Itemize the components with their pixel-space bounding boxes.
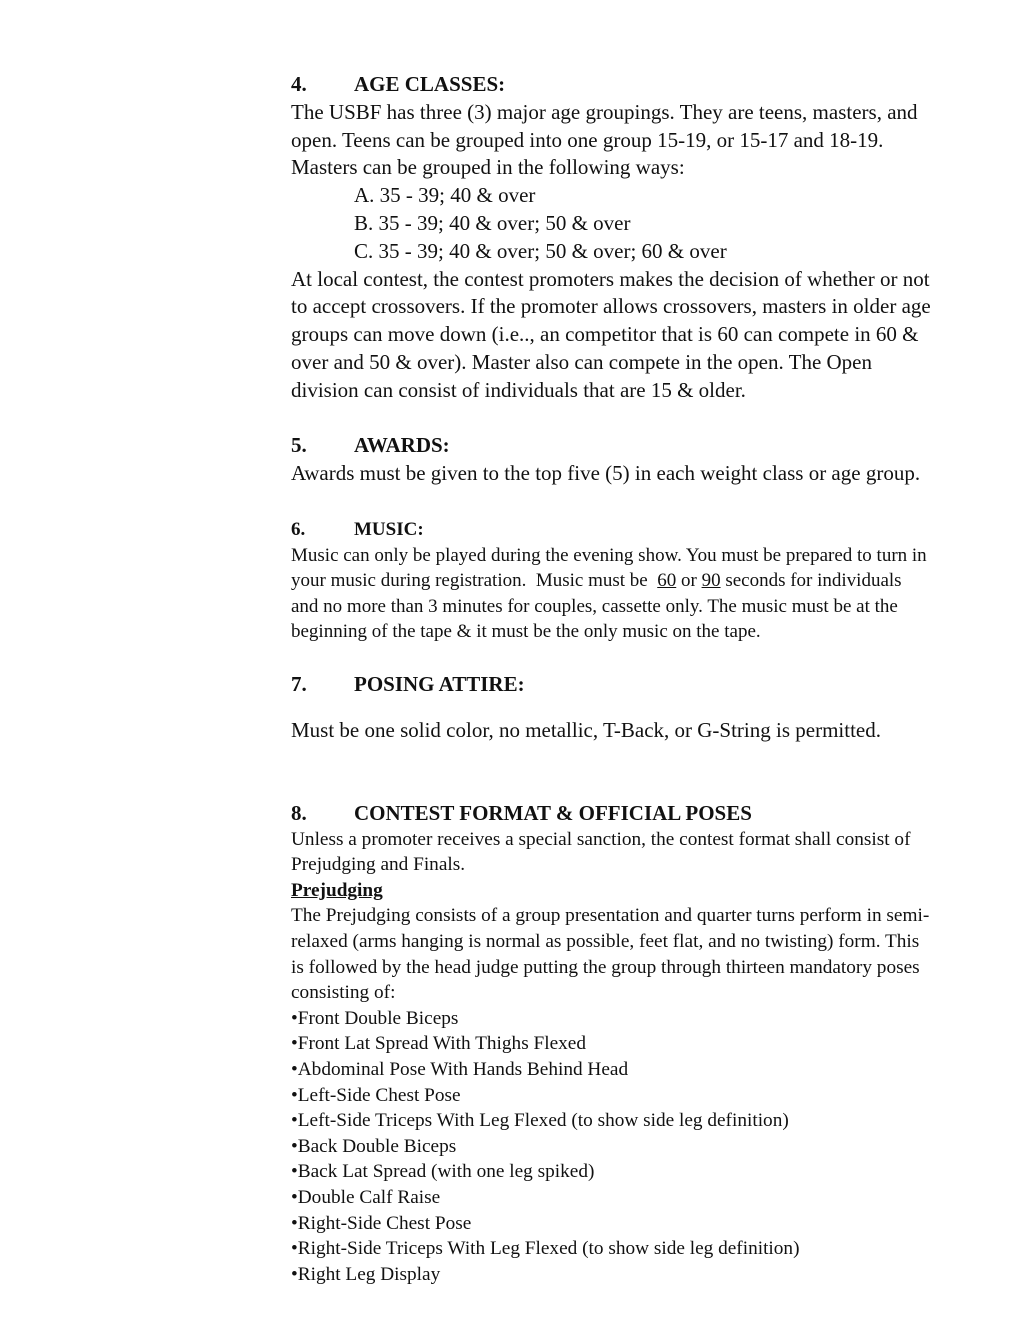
paragraph-line: groups can move down (i.e.., an competitor that is 60 can compete in 60 & <box>291 322 919 347</box>
section-posing-attire <box>291 671 1021 745</box>
paragraph-line: Unless a promoter receives a special sanction, the contest format shall consist of <box>291 828 911 850</box>
pose-list-item: •Abdominal Pose With Hands Behind Head <box>291 1058 629 1080</box>
section-heading: 5. AWARDS: <box>291 433 450 457</box>
pose-list-item: •Right Leg Display <box>291 1263 441 1285</box>
paragraph-line: beginning of the tape & it must be the only music on the tape. <box>291 621 761 642</box>
paragraph-line: your music during registration. Music must be 60 or 90 seconds for individuals <box>291 570 902 591</box>
underlined-value: 60 <box>657 570 677 591</box>
pose-list-item: •Left-Side Chest Pose <box>291 1084 461 1106</box>
paragraph-line: The Prejudging consists of a group presentation and quarter turns perform in semi- <box>291 905 930 927</box>
list-item: C. 35 - 39; 40 & over; 50 & over; 60 & over <box>354 238 727 263</box>
section-heading: 8. CONTEST FORMAT & OFFICIAL POSES <box>291 801 752 825</box>
paragraph-line: division can consist of individuals that are 15 & older. <box>291 377 746 402</box>
paragraph-line: consisting of: <box>291 982 396 1004</box>
section-heading: 4. AGE CLASSES: <box>291 72 506 96</box>
paragraph-line: over and 50 & over). Master also can compete in the open. The Open <box>291 349 873 374</box>
paragraph-line: At local contest, the contest promoters makes the decision of whether or not <box>291 266 930 291</box>
paragraph-line: Must be one solid color, no metallic, T-Back, or G-String is permitted. <box>291 717 881 742</box>
section-music <box>291 517 1021 645</box>
section-heading: 7. POSING ATTIRE: <box>291 672 525 696</box>
pose-list-item: •Front Lat Spread With Thighs Flexed <box>291 1033 586 1055</box>
pose-list-item: •Right-Side Triceps With Leg Flexed (to show side leg definition) <box>291 1238 800 1260</box>
pose-list-item: •Left-Side Triceps With Leg Flexed (to show side leg definition) <box>291 1110 789 1132</box>
paragraph-line: open. Teens can be grouped into one group 15-19, or 15-17 and 18-19. <box>291 127 884 152</box>
pose-list-item: •Right-Side Chest Pose <box>291 1212 472 1234</box>
section-awards <box>291 432 1021 488</box>
paragraph-line: Masters can be grouped in the following ways: <box>291 155 685 180</box>
list-item: A. 35 - 39; 40 & over <box>354 183 536 208</box>
paragraph-line: The USBF has three (3) major age groupings. They are teens, masters, and <box>291 99 918 124</box>
underlined-value: 90 <box>701 570 721 591</box>
paragraph-line: relaxed (arms hanging is normal as possible, feet flat, and no twisting) form. This <box>291 930 920 952</box>
paragraph-line: to accept crossovers. If the promoter allows crossovers, masters in older age <box>291 294 931 319</box>
pose-list-item: •Double Calf Raise <box>291 1186 441 1208</box>
pose-list-item: •Back Lat Spread (with one leg spiked) <box>291 1161 595 1183</box>
pose-list-item: •Back Double Biceps <box>291 1135 457 1157</box>
paragraph-line: Music can only be played during the evening show. You must be prepared to turn in <box>291 544 927 566</box>
paragraph-line: Awards must be given to the top five (5) in each weight class or age group. <box>291 460 921 485</box>
list-item: B. 35 - 39; 40 & over; 50 & over <box>354 210 631 235</box>
subheading-prejudging: Prejudging <box>291 879 383 901</box>
pose-list-item: •Front Double Biceps <box>291 1007 459 1029</box>
section-heading: 6. MUSIC: <box>291 519 424 540</box>
paragraph-line: is followed by the head judge putting the group through thirteen mandatory poses <box>291 956 920 978</box>
section-age-classes <box>291 71 1021 405</box>
section-contest-format <box>291 801 1021 1287</box>
paragraph-line: and no more than 3 minutes for couples, cassette only. The music must be at the <box>291 595 898 617</box>
paragraph-line: Prejudging and Finals. <box>291 854 466 876</box>
